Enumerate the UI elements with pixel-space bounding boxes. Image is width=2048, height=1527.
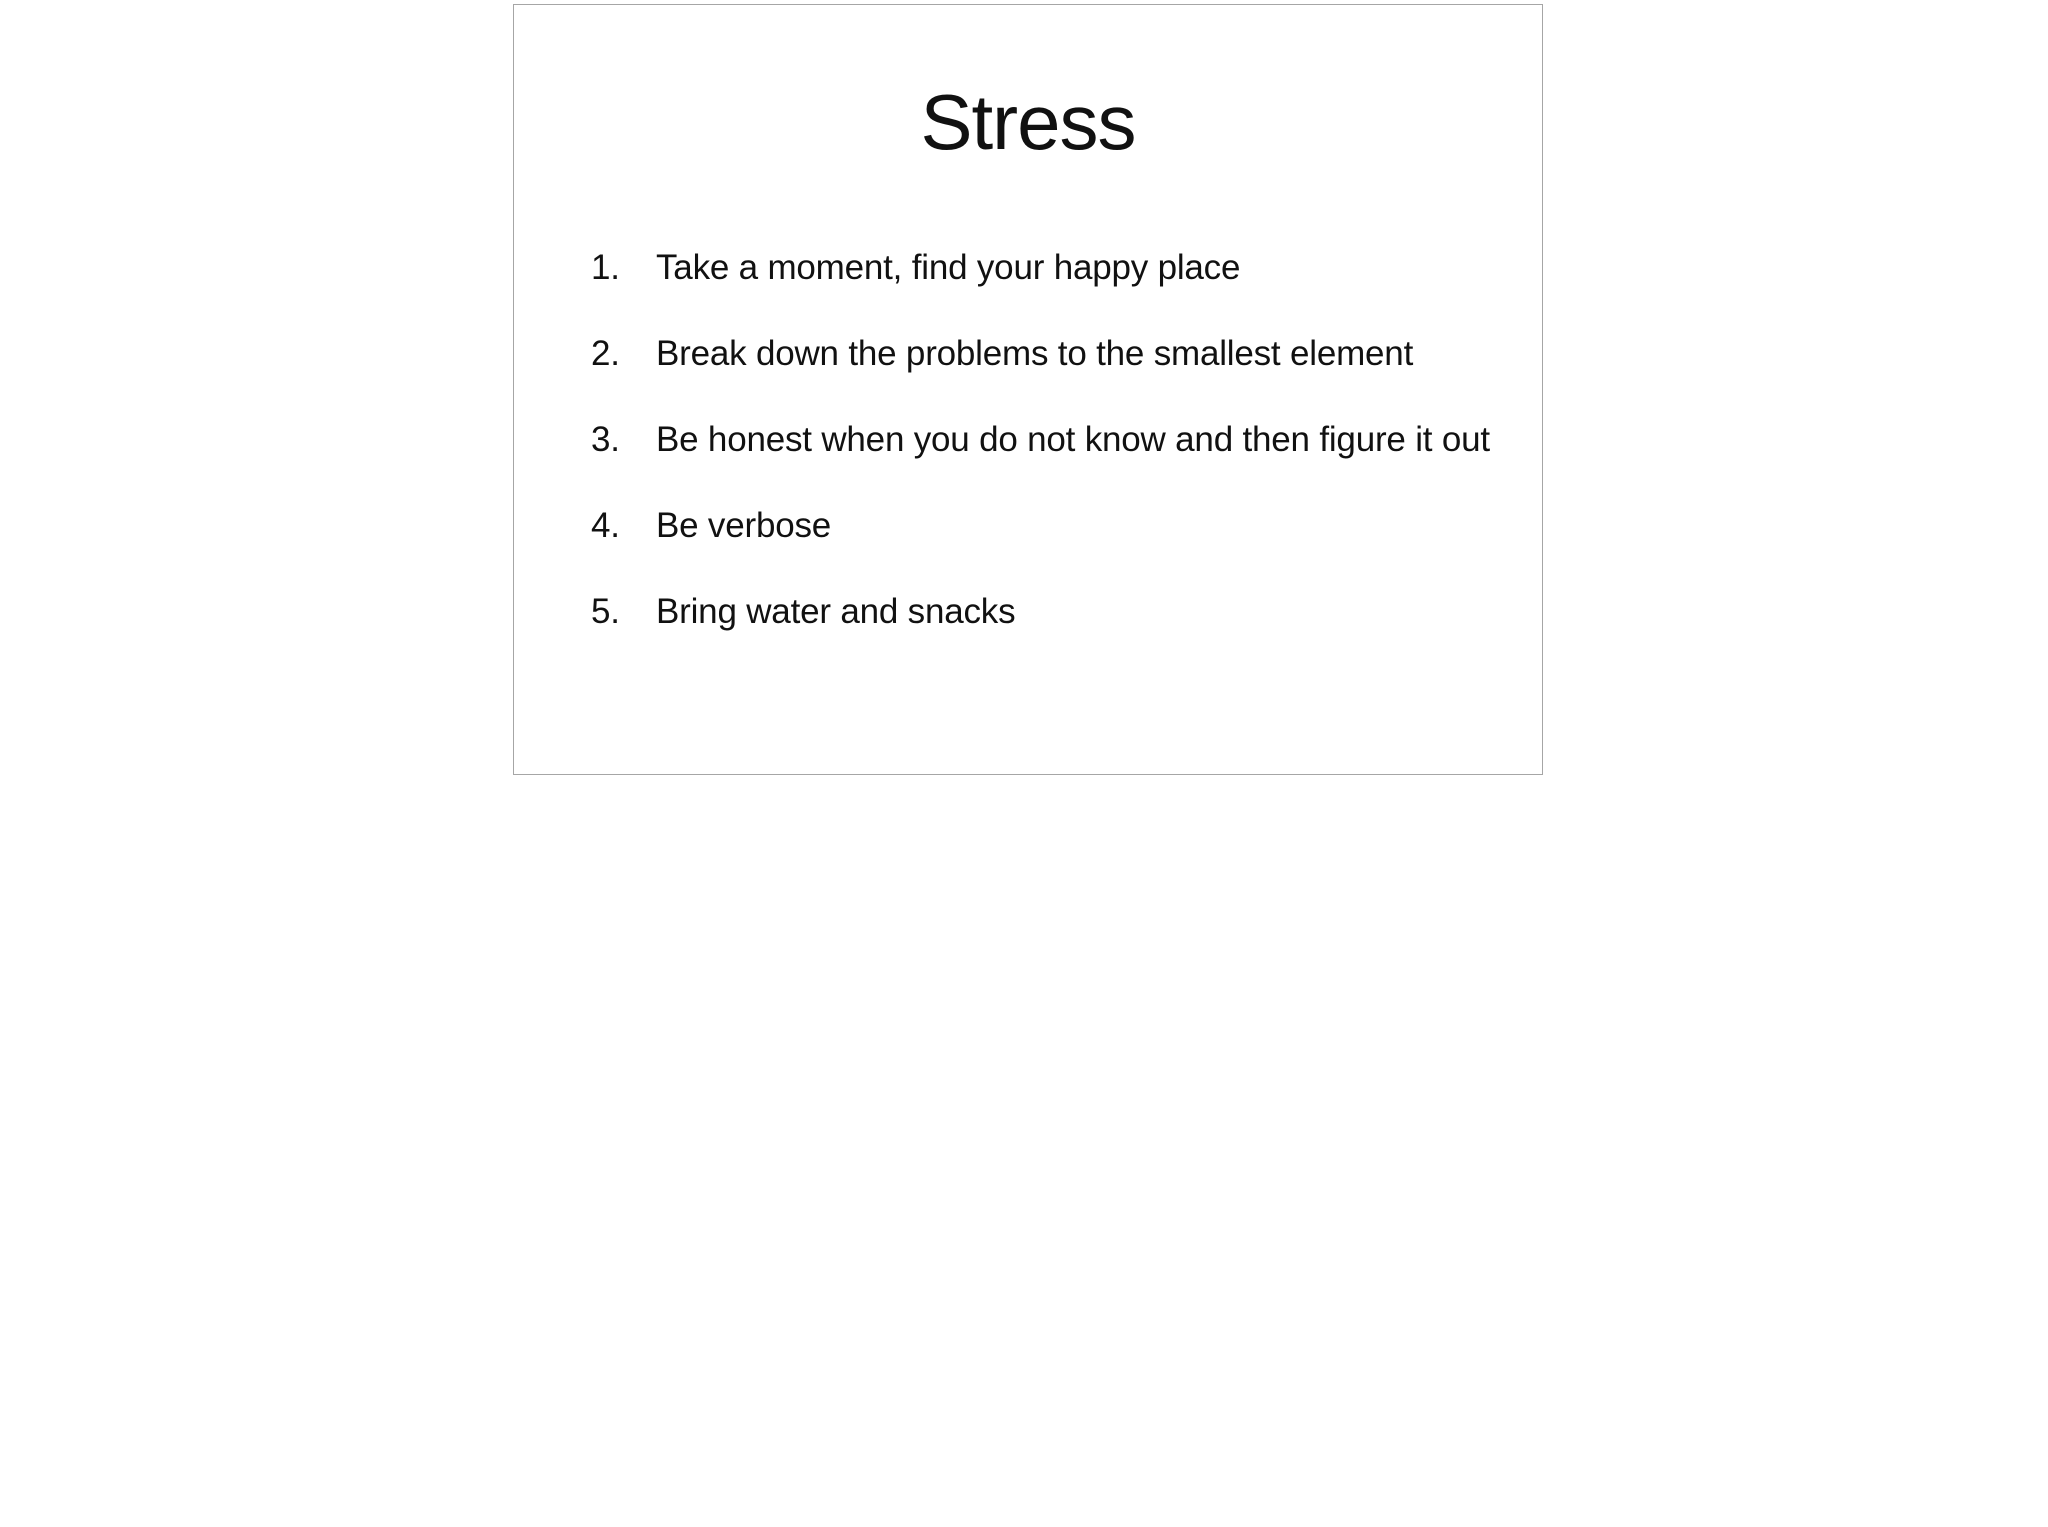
list-item-text: Break down the problems to the smallest element	[656, 334, 1414, 373]
list-item	[591, 246, 1496, 289]
list-item-text: Bring water and snacks	[656, 592, 1016, 631]
numbered-list	[591, 246, 1496, 676]
list-item	[591, 332, 1496, 375]
list-item-text: Take a moment, find your happy place	[656, 248, 1241, 287]
list-item	[591, 590, 1496, 633]
list-item-text: Be honest when you do not know and then figure it out	[656, 420, 1490, 459]
list-item-number: 4.	[591, 506, 620, 545]
list-item-number: 5.	[591, 592, 620, 631]
slide-title: Stress	[920, 78, 1136, 166]
slide	[513, 4, 1543, 775]
list-item	[591, 418, 1496, 461]
list-item-number: 3.	[591, 420, 620, 459]
list-item-text: Be verbose	[656, 506, 832, 545]
list-item-number: 1.	[591, 248, 620, 287]
list-item	[591, 504, 1496, 547]
list-item-number: 2.	[591, 334, 620, 373]
